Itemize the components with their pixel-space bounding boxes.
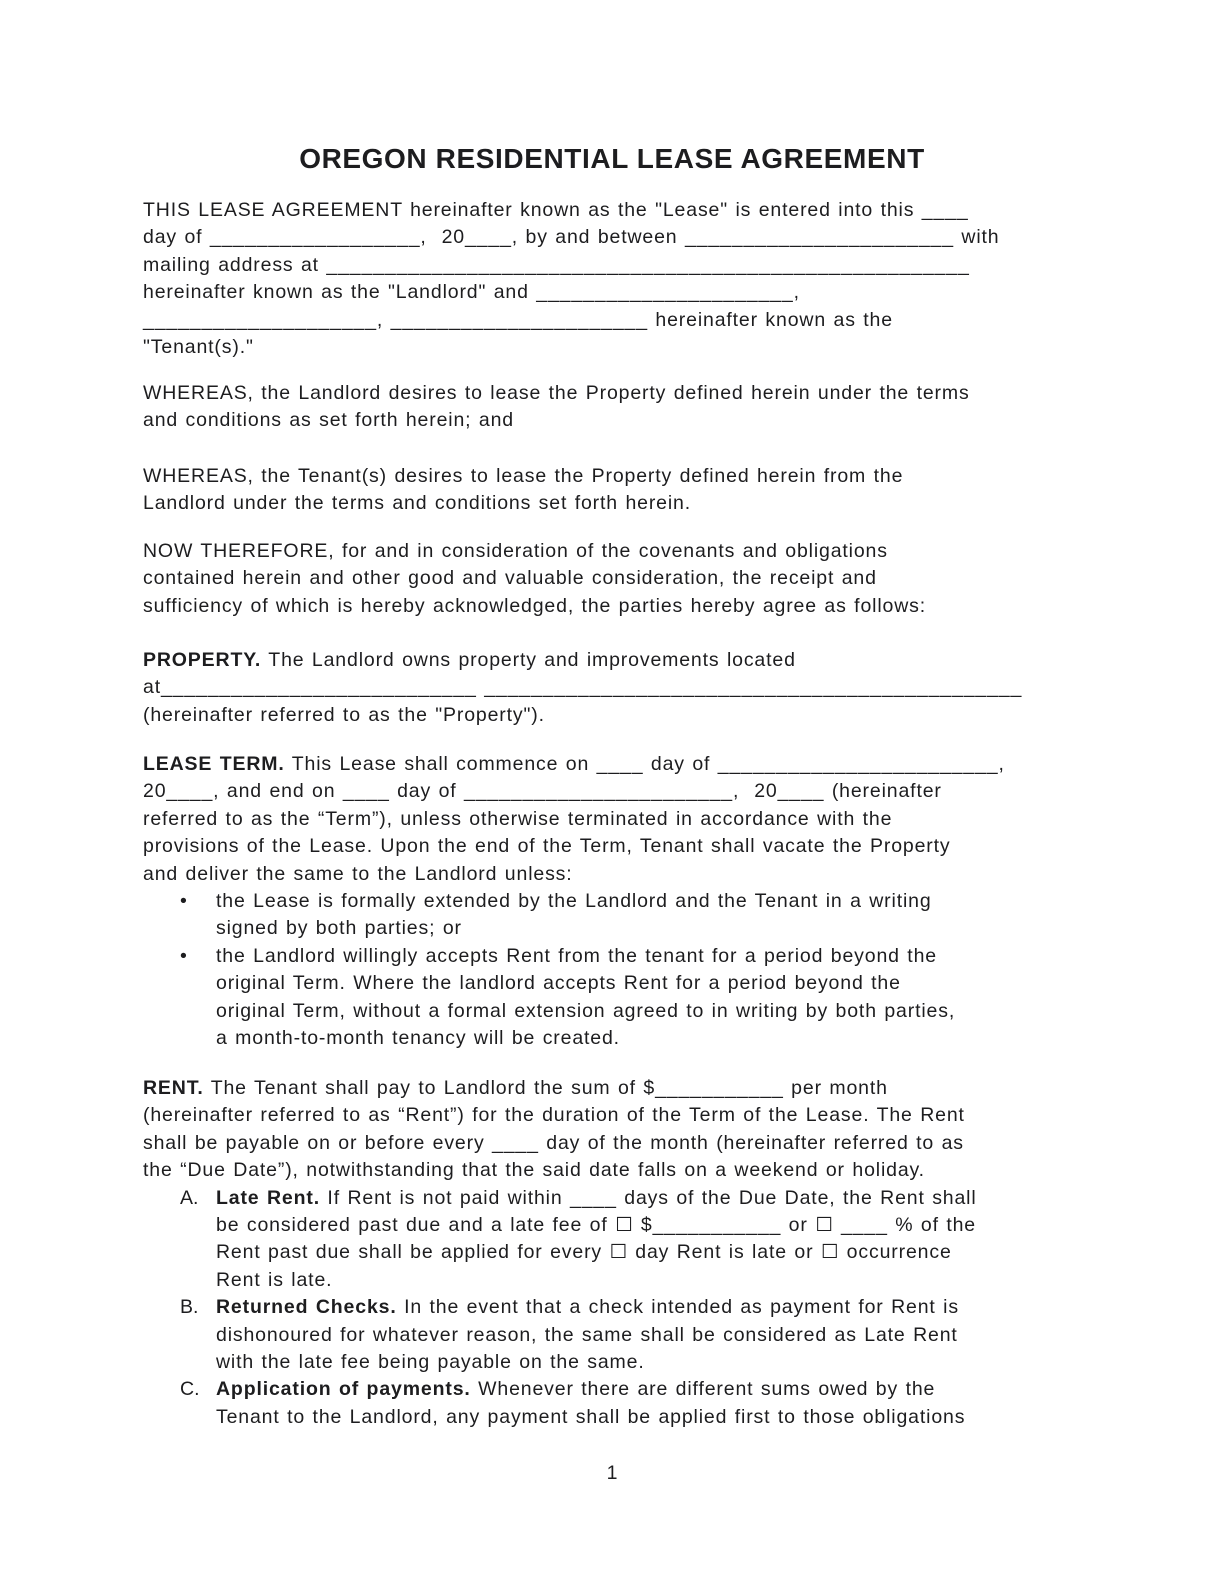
lease-term-line: 20____, and end on ____ day of _______________________, 20____ (hereinafter	[143, 780, 942, 803]
lease-term-bullet-item	[143, 943, 1103, 1053]
intro-line: day of __________________, 20____, by and between _______________________ with	[143, 226, 1000, 249]
returned-checks-text: In the event that a check intended as payment for Rent is	[396, 1296, 959, 1319]
now-therefore-line: contained herein and other good and valuable consideration, the receipt and	[143, 567, 877, 590]
lease-term-line: and deliver the same to the Landlord unless:	[143, 862, 573, 885]
intro-line: THIS LEASE AGREEMENT hereinafter known as the "Lease" is entered into this ____	[143, 199, 969, 221]
subitem-line: with the late fee being payable on the same.	[216, 1351, 645, 1374]
bullet-line: original Term, without a formal extension agreed to in writing by both parties,	[216, 999, 956, 1022]
rent-subitem-application-of-payments	[143, 1376, 1103, 1431]
bullet-line: the Landlord willingly accepts Rent from the tenant for a period beyond the	[216, 944, 937, 967]
rent-section	[143, 1075, 1103, 1431]
rent-line: the “Due Date”), notwithstanding that the said date falls on a weekend or holiday.	[143, 1159, 925, 1182]
property-first-line	[143, 647, 1103, 674]
late-rent-label: Late Rent.	[216, 1186, 320, 1209]
subitem-first-line	[216, 1376, 1103, 1403]
lease-term-first-line	[143, 751, 1103, 778]
bullet-line: original Term. Where the landlord accepts Rent for a period beyond the	[216, 972, 901, 995]
intro-line: mailing address at _______________________________________________________	[143, 253, 970, 276]
whereas-landlord-paragraph	[143, 380, 1103, 435]
property-line: at___________________________ ______________________________________________	[143, 676, 1023, 699]
whereas-tenant-line: WHEREAS, the Tenant(s) desires to lease the Property defined herein from the	[143, 465, 904, 487]
application-of-payments-label: Application of payments.	[216, 1378, 471, 1401]
bullet-line: signed by both parties; or	[216, 917, 462, 940]
rent-text: The Tenant shall pay to Landlord the sum of $___________ per month	[203, 1077, 888, 1099]
lease-term-section	[143, 751, 1103, 1052]
bullet-icon: •	[180, 890, 187, 913]
returned-checks-label: Returned Checks.	[216, 1296, 397, 1319]
rent-line: shall be payable on or before every ____ day of the month (hereinafter referred to as	[143, 1131, 964, 1154]
property-section	[143, 647, 1103, 729]
subitem-line: be considered past due and a late fee of ☐ $___________ or ☐ ____ % of the	[216, 1214, 976, 1237]
list-letter: C.	[180, 1378, 200, 1401]
property-section-label: PROPERTY.	[143, 649, 262, 671]
application-of-payments-text: Whenever there are different sums owed by the	[470, 1378, 936, 1401]
lease-term-line: provisions of the Lease. Upon the end of the Term, Tenant shall vacate the Property	[143, 835, 951, 858]
now-therefore-paragraph	[143, 538, 1103, 620]
whereas-landlord-line: WHEREAS, the Landlord desires to lease the Property defined herein under the terms	[143, 382, 970, 404]
subitem-first-line	[216, 1294, 1103, 1321]
subitem-line: Rent is late.	[216, 1268, 333, 1291]
rent-subitem-late-rent	[143, 1185, 1103, 1295]
subitem-line: Tenant to the Landlord, any payment shall be applied first to those obligations	[216, 1405, 966, 1428]
rent-line: (hereinafter referred to as “Rent”) for the duration of the Term of the Lease. The Rent	[143, 1104, 965, 1127]
rent-section-label: RENT.	[143, 1077, 204, 1099]
list-letter: B.	[180, 1296, 199, 1319]
lease-term-line: referred to as the “Term”), unless otherwise terminated in accordance with the	[143, 807, 893, 830]
subitem-first-line	[216, 1185, 1103, 1212]
subitem-line: Rent past due shall be applied for every ☐ day Rent is late or ☐ occurrence	[216, 1241, 952, 1264]
rent-first-line	[143, 1075, 1103, 1102]
property-text: The Landlord owns property and improvements located	[261, 649, 796, 671]
whereas-tenant-paragraph	[143, 463, 1103, 518]
bullet-icon: •	[180, 944, 187, 967]
lease-term-text: This Lease shall commence on ____ day of ________________________,	[284, 753, 1005, 775]
late-rent-text: If Rent is not paid within ____ days of the Due Date, the Rent shall	[319, 1186, 977, 1209]
intro-line: "Tenant(s)."	[143, 336, 254, 359]
lease-term-bullet-item	[143, 888, 1103, 943]
bullet-line: the Lease is formally extended by the Landlord and the Tenant in a writing	[216, 890, 932, 913]
intro-line: hereinafter known as the "Landlord" and ______________________,	[143, 281, 800, 304]
now-therefore-line: NOW THEREFORE, for and in consideration of the covenants and obligations	[143, 540, 888, 562]
page-number: 1	[606, 1462, 618, 1484]
intro-paragraph	[143, 197, 1103, 361]
whereas-tenant-line: Landlord under the terms and conditions set forth herein.	[143, 492, 692, 515]
document-title: OREGON RESIDENTIAL LEASE AGREEMENT	[299, 143, 925, 174]
property-line: (hereinafter referred to as the "Property").	[143, 703, 545, 726]
lease-term-section-label: LEASE TERM.	[143, 753, 285, 775]
intro-line: ____________________, ______________________ hereinafter known as the	[143, 308, 893, 331]
list-letter: A.	[180, 1186, 199, 1209]
now-therefore-line: sufficiency of which is hereby acknowledged, the parties hereby agree as follows:	[143, 594, 926, 617]
bullet-line: a month-to-month tenancy will be created.	[216, 1027, 620, 1050]
whereas-landlord-line: and conditions as set forth herein; and	[143, 409, 514, 432]
subitem-line: dishonoured for whatever reason, the same shall be considered as Late Rent	[216, 1323, 958, 1346]
rent-subitem-returned-checks	[143, 1294, 1103, 1376]
